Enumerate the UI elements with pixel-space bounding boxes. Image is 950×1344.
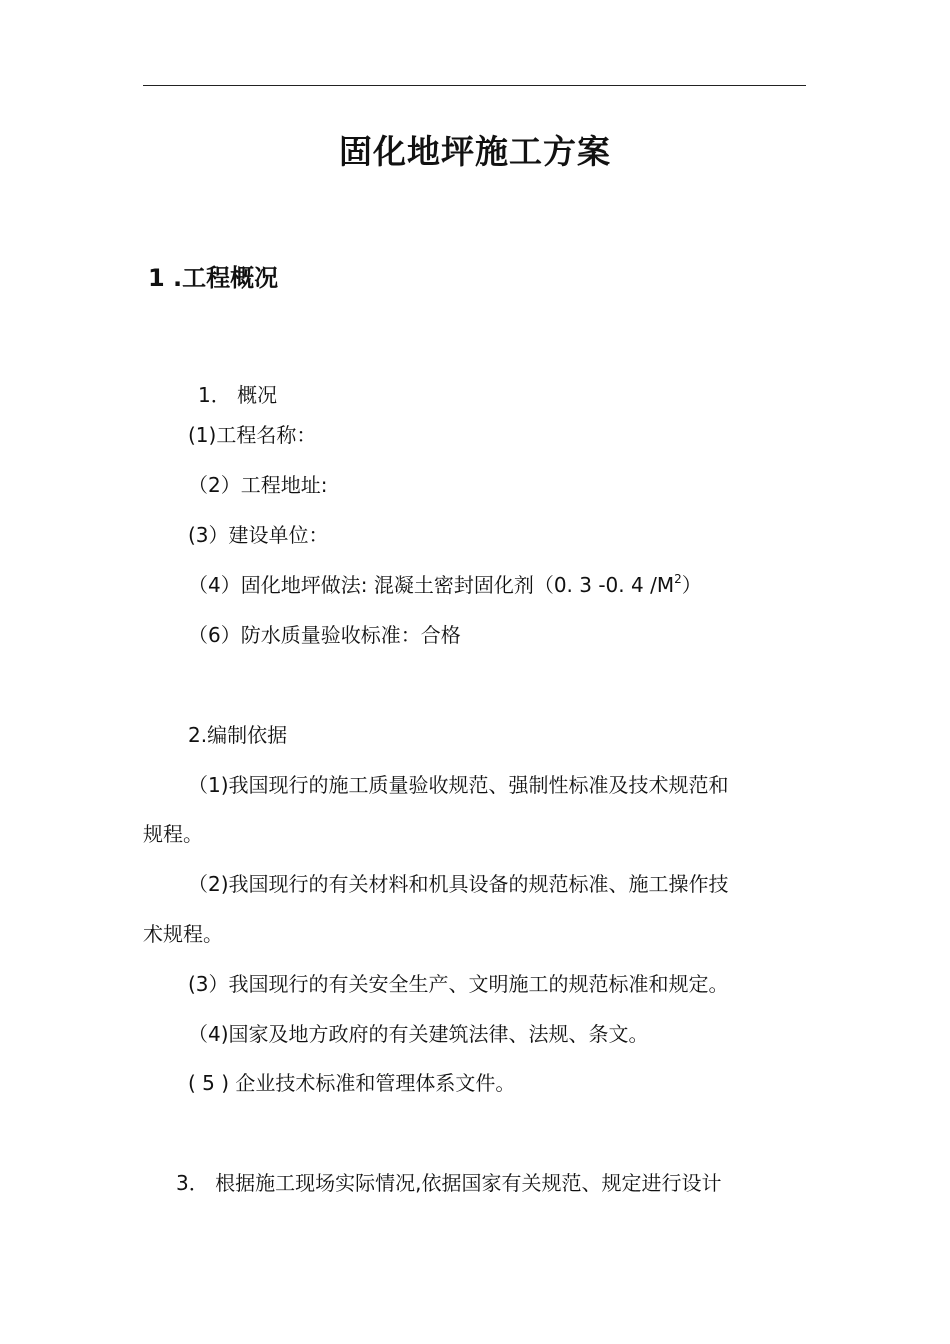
item-floor-method-text: （4）固化地坪做法: 混凝土密封固化剂（0. 3 -0. 4 /M [188,573,675,597]
item-floor-method-close: ） [681,573,702,597]
basis-paragraph-2-cont: 术规程。 [143,922,223,946]
basis-paragraph-3: (3）我国现行的有关安全生产、文明施工的规范标准和规定。 [188,972,729,996]
item-project-name: (1)工程名称： [188,423,317,447]
item-acceptance-standard: （6）防水质量验收标准：合格 [188,623,461,647]
section-3-line: 3． 根据施工现场实际情况,依据国家有关规范、规定进行设计 [176,1171,722,1195]
header-rule [143,85,806,86]
section-heading-basis: 2.编制依据 [188,723,288,747]
basis-paragraph-2: （2)我国现行的有关材料和机具设备的规范标准、施工操作技 [188,872,729,896]
basis-paragraph-4: （4)国家及地方政府的有关建筑法律、法规、条文。 [188,1022,649,1046]
superscript: 2 [674,572,682,586]
basis-paragraph-1-cont: 规程。 [143,822,203,846]
item-construction-unit: (3）建设单位： [188,523,329,547]
section-heading-overview: 1 .工程概况 [148,264,279,292]
basis-paragraph-5: ( 5 ) 企业技术标准和管理体系文件。 [188,1071,516,1095]
subheading-overview: 1． 概况 [198,383,278,407]
page-title: 固化地坪施工方案 [339,132,611,171]
item-floor-method [188,571,702,599]
item-project-address: （2）工程地址: [188,473,328,497]
basis-paragraph-1: （1)我国现行的施工质量验收规范、强制性标准及技术规范和 [188,773,729,797]
